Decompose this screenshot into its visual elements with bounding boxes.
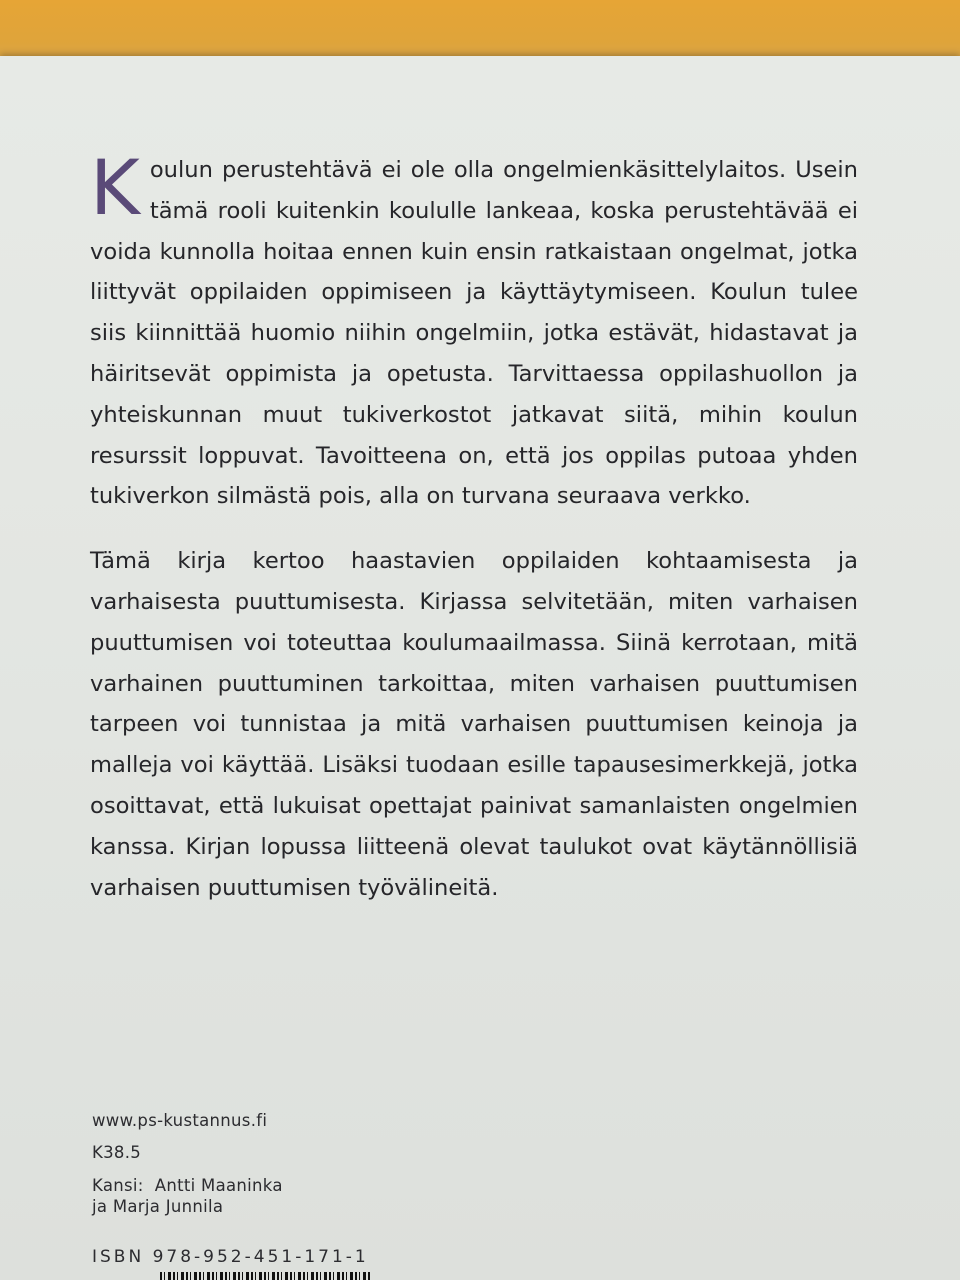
publisher-url: www.ps-kustannus.fi [92, 1111, 268, 1130]
isbn: ISBN 978-952-451-171-1 [92, 1247, 369, 1267]
cover-credits [92, 1175, 283, 1217]
blurb-paragraph-2: Tämä kirja kertoo haastavien oppilaiden kohtaamisesta ja varhaisesta puuttumisesta. Kirjassa selvitetään, miten varhaisen puuttumisen voi toteuttaa koulumaailmassa. Siinä kerrotaan, mitä varhainen puuttuminen tarkoittaa, miten varhaisen puuttumisen tarpeen voi tunnistaa ja mitä varhaisen puuttumisen keinoja ja malleja voi käyttää. Lisäksi tuodaan esille tapausesimerkkejä, jotka osoittavat, että lukuisat opettajat painivat samanlaisten ongelmien kanssa. Kirjan lopussa liitteenä olevat taulukot ovat käytännöllisiä varhaisen puuttumisen työvälineitä. [90, 548, 858, 901]
cover-credits-line-1: Kansi: Antti Maaninka [92, 1176, 283, 1195]
blurb-text [90, 143, 858, 908]
barcode [160, 1272, 372, 1280]
drop-cap: K [90, 143, 140, 232]
classification-code: K38.5 [92, 1143, 142, 1162]
blurb-paragraph-1-text: oulun perustehtävä ei ole olla ongelmienkäsittelylaitos. Usein tämä rooli kuitenkin koululle lankeaa, koska perustehtävää ei voida kunnolla hoitaa ennen kuin ensin ratkaistaan ongelmat, jotka liittyvät oppilaiden oppimiseen ja käyttäytymiseen. Koulun tulee siis kiinnittää huomio niihin ongelmiin, jotka estävät, hidastavat ja häiritsevät oppimista ja opetusta. Tarvittaessa oppilashuollon ja yhteiskunnan muut tukiverkostot jatkavat siitä, mihin koulun resurssit loppuvat. Tavoitteena on, että jos oppilas putoaa yhden tukiverkon silmästä pois, alla on turvana seuraava verkko. [90, 157, 858, 510]
orange-top-band [0, 0, 960, 60]
cover-credits-line-2: ja Marja Junnila [92, 1197, 224, 1216]
blurb-paragraph-1 [90, 143, 858, 517]
